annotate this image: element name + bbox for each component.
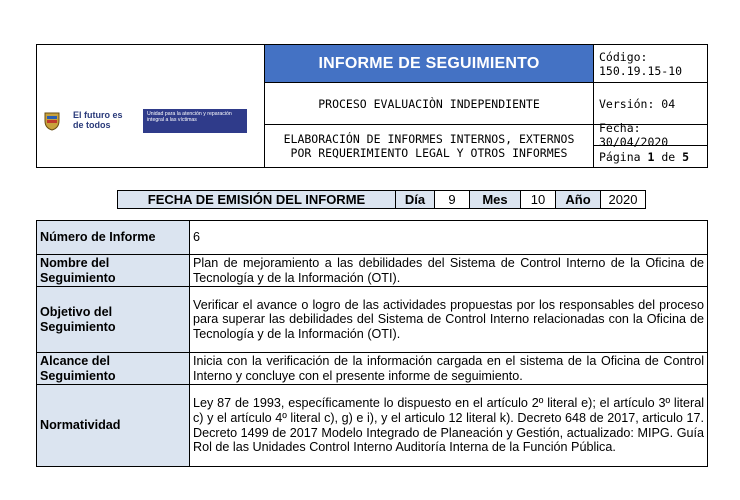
month-value: 10 bbox=[521, 191, 556, 208]
row-label: Alcance del Seguimiento bbox=[37, 353, 190, 385]
emission-date-row bbox=[117, 190, 646, 209]
document-title: INFORME DE SEGUIMIENTO bbox=[265, 45, 593, 83]
table-row bbox=[37, 287, 708, 353]
report-info-table bbox=[36, 220, 708, 467]
coat-of-arms-icon bbox=[43, 111, 61, 131]
document-header bbox=[36, 44, 708, 168]
header-right bbox=[593, 45, 707, 167]
header-middle bbox=[265, 45, 593, 167]
document-date: Fecha: 30/04/2020 bbox=[594, 125, 707, 146]
document-version: Versión: 04 bbox=[594, 83, 707, 125]
table-row bbox=[37, 353, 708, 385]
year-label: Año bbox=[556, 191, 601, 208]
row-value: Verificar el avance o logro de las actividades propuestas por los responsables del proceso para superar las debilidades del Sistema de Control Interno relacionadas con la Oficina de Tecnología y de la Información (OTI). bbox=[190, 287, 708, 353]
table-row bbox=[37, 255, 708, 287]
page-total: 5 bbox=[682, 149, 690, 164]
day-label: Día bbox=[396, 191, 435, 208]
process-name: PROCESO EVALUACIÒN INDEPENDIENTE bbox=[265, 83, 593, 125]
table-row bbox=[37, 221, 708, 255]
page-number: 1 bbox=[647, 149, 655, 164]
logo-cell bbox=[37, 45, 265, 167]
page-of: de bbox=[661, 149, 676, 164]
page-indicator bbox=[594, 146, 707, 167]
page-label: Página bbox=[599, 149, 641, 164]
institution-logo bbox=[43, 109, 257, 133]
document-code: Código: 150.19.15-10 bbox=[594, 45, 707, 83]
subprocess-name: ELABORACIÓN DE INFORMES INTERNOS, EXTERNOS POR REQUERIMIENTO LEGAL Y OTROS INFORMES bbox=[283, 132, 575, 160]
year-value: 2020 bbox=[608, 192, 638, 207]
month-label: Mes bbox=[470, 191, 521, 208]
emission-date-label: FECHA DE EMISIÓN DEL INFORME bbox=[118, 191, 396, 208]
logo-agency-name: Unidad para la atención y reparación integral a las víctimas bbox=[143, 109, 247, 133]
day-value: 9 bbox=[435, 191, 470, 208]
row-label: Nombre del Seguimiento bbox=[37, 255, 190, 287]
row-value: Inicia con la verificación de la información cargada en el sistema de la Oficina de Control Interno y concluye con el presente informe de seguimiento. bbox=[190, 353, 708, 385]
row-label: Número de Informe bbox=[37, 221, 190, 255]
logo-tagline: El futuro es de todos bbox=[73, 110, 123, 130]
row-value: 6 bbox=[190, 221, 708, 255]
row-value: Ley 87 de 1993, específicamente lo dispuesto en el artículo 2º literal e); el artículo 3º literal c) y el artículo 4º literal c), g) e i), y el articulo 12 literal k). Decreto 648 de 2017, articulo 17. Decreto 1499 de 2017 Modelo Integrado de Planeación y Gestión, actualizado: MIPG. Guía Rol de las Unidades Control Interno Auditoría Interna de la Función Pública. bbox=[190, 385, 708, 467]
row-label: Objetivo del Seguimiento bbox=[37, 287, 190, 353]
row-label: Normatividad bbox=[37, 385, 190, 467]
table-row bbox=[37, 385, 708, 467]
row-value: Plan de mejoramiento a las debilidades del Sistema de Control Interno de la Oficina de Tecnología y de la Información (OTI). bbox=[190, 255, 708, 287]
